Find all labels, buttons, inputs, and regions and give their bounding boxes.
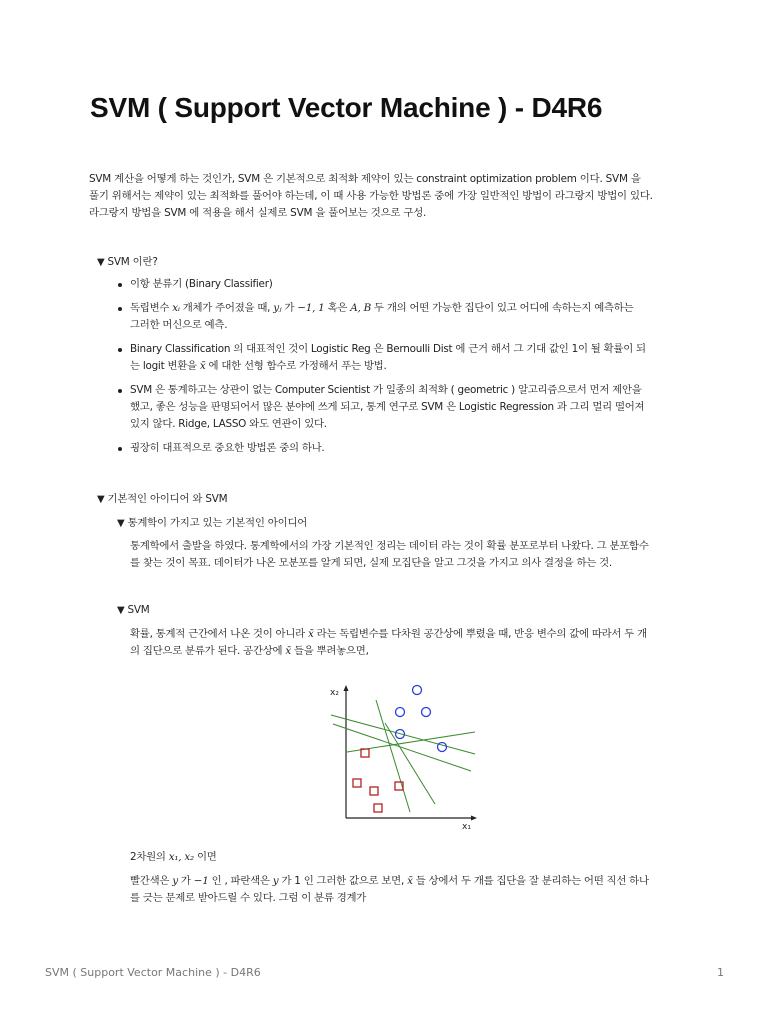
paragraph-text: 가 [177,875,194,887]
y-axis-label: x₂ [330,688,339,698]
math-expression: yⱼ [273,302,282,314]
paragraph-text: 라는 독립변수를 다차원 공간상에 뿌렸을 때, 반응 변수의 값에 따라서 두 개 [313,628,647,640]
paragraph-text: 를 긋는 문제로 받아드릴 수 있다. 그럼 이 분류 경계가 [130,892,367,904]
footer-page-number: 1 [717,966,724,979]
class-positive-points [396,686,447,752]
paragraph-text: 빨간색은 [130,875,173,887]
separating-line [385,723,435,804]
list-item [116,300,686,334]
toggle-statistics-idea[interactable] [117,516,307,531]
list-item [116,440,686,457]
color-meaning-paragraph [130,873,690,907]
bullet-text: 두 개의 어떤 가능한 집단이 있고 어디에 속하는지 예측하는 [370,302,634,314]
toggle-triangle-icon: ▼ [97,257,105,268]
toggle-triangle-icon: ▼ [117,605,125,616]
separating-lines [331,700,475,812]
math-expression: x̄ [407,875,413,887]
math-expression: x̄ [199,360,206,372]
x-axis-label: x₁ [462,822,471,832]
intro-paragraph [89,171,681,222]
x-axis-arrow-icon [471,816,477,821]
bullet-text: 에 대한 선형 함수로 가정해서 푸는 방법. [205,360,387,372]
math-expression: y [172,875,178,887]
dimension-paragraph [130,849,690,866]
math-expression: x̄ [307,628,314,640]
bullet-text: 는 logit 변환을 [130,360,200,372]
data-point-square [353,779,361,787]
toggle-triangle-icon: ▼ [97,494,105,505]
bullet-text: 가 [281,302,298,314]
data-point-square [370,787,378,795]
toggle-label: 통계학이 가지고 있는 기본적인 아이디어 [127,517,308,529]
math-expression: xᵢ [172,302,180,314]
intro-line: 라그랑지 방법을 SVM 에 적용을 해서 실제로 SVM 을 풀어보는 것으로 구성. [89,207,427,219]
toggle-svm-definition[interactable] [97,255,158,270]
paragraph-text: 가 1 인 그러한 값으로 보면, [278,875,408,887]
svm-separating-lines-figure [327,682,483,834]
page-title: SVM ( Support Vector Machine ) - D4R6 [90,92,603,123]
paragraph-line: 를 찾는 것이 목표. 데이터가 나온 모분포를 알게 되면, 실제 모집단을 알고 그것을 가지고 의사 결정을 하는 것. [130,557,612,569]
paragraph-text: 인 , 파란색은 [208,875,273,887]
math-expression: −1, 1 [297,302,325,314]
intro-line: SVM 계산을 어떻게 하는 것인가, SVM 은 기본적으로 최적화 제약이 있는 constraint optimization problem 이다. SVM 을 [89,173,641,185]
paragraph-text: 들을 뿌려놓으면, [290,645,369,657]
toggle-label: SVM 이란? [107,256,158,268]
bullet-text: Binary Classification 의 대표적인 것이 Logistic Reg 은 Bernoulli Dist 에 근거 해서 그 기대 값인 1이 될 확률이 되 [130,343,646,355]
statistics-paragraph [130,538,690,572]
bullet-text: 했고, 좋은 성능을 판명되어서 많은 분야에 쓰게 되고, 통계 연구로 SVM 은 Logistic Regression 과 그리 멀리 떨어져 [130,401,645,413]
bullet-text: 그러한 머신으로 예측. [130,319,228,331]
bullet-text: SVM 은 통계하고는 상관이 없는 Computer Scientist 가 일종의 최적화 ( geometric ) 알고리즘으로서 먼저 제안을 [130,384,642,396]
paragraph-text: 2차원의 [130,851,169,863]
bullet-text: 굉장히 대표적으로 중요한 방법론 중의 하나. [130,442,325,454]
toggle-svm-section[interactable] [117,603,150,618]
math-expression: A, B [350,302,371,314]
paragraph-line: 통계학에서 출발을 하였다. 통계학에서의 가장 기본적인 정리는 데이터 라는 것이 확률 분포로부터 나왔다. 그 분포함수 [130,540,649,552]
math-expression: y [272,875,279,887]
toggle-basic-idea[interactable] [97,492,227,507]
list-item [116,276,686,293]
svm-bullet-list [116,276,686,464]
toggle-label: 기본적인 아이디어 와 SVM [107,493,228,505]
footer-title: SVM ( Support Vector Machine ) - D4R6 [45,966,261,979]
bullet-text: 독립변수 [130,302,173,314]
bullet-text: 있지 않다. Ridge, LASSO 와도 연관이 있다. [130,418,327,430]
data-point-square [374,804,382,812]
data-point-circle [396,708,405,717]
list-item [116,341,686,375]
class-negative-points [353,749,403,812]
y-axis-arrow-icon [344,685,349,691]
toggle-triangle-icon: ▼ [117,518,125,529]
paragraph-text: 의 집단으로 분류가 된다. 공간상에 [130,645,286,657]
paragraph-text: 들 상에서 두 개를 집단을 잘 분리하는 어떤 직선 하나 [412,875,649,887]
math-expression: −1 [193,875,209,887]
svm-paragraph [130,626,690,660]
data-point-circle [438,743,447,752]
paragraph-text: 확률, 통계적 근간에서 나온 것이 아니라 [130,628,308,640]
bullet-text: 이항 분류기 (Binary Classifier) [130,278,273,290]
math-expression: x₁, x₂ [168,851,194,863]
paragraph-text: 이면 [193,851,217,863]
data-point-square [361,749,369,757]
math-expression: x̄ [285,645,291,657]
bullet-text: 개체가 주어졌을 때, [179,302,274,314]
data-point-circle [413,686,422,695]
toggle-label: SVM [127,604,150,616]
data-point-circle [422,708,431,717]
bullet-text: 혹은 [324,302,351,314]
intro-line: 풀기 위해서는 제약이 있는 최적화를 풀어야 하는데, 이 때 사용 가능한 방법론 중에 가장 일반적인 방법이 라그랑지 방법이 있다. [89,190,653,202]
list-item [116,382,686,433]
